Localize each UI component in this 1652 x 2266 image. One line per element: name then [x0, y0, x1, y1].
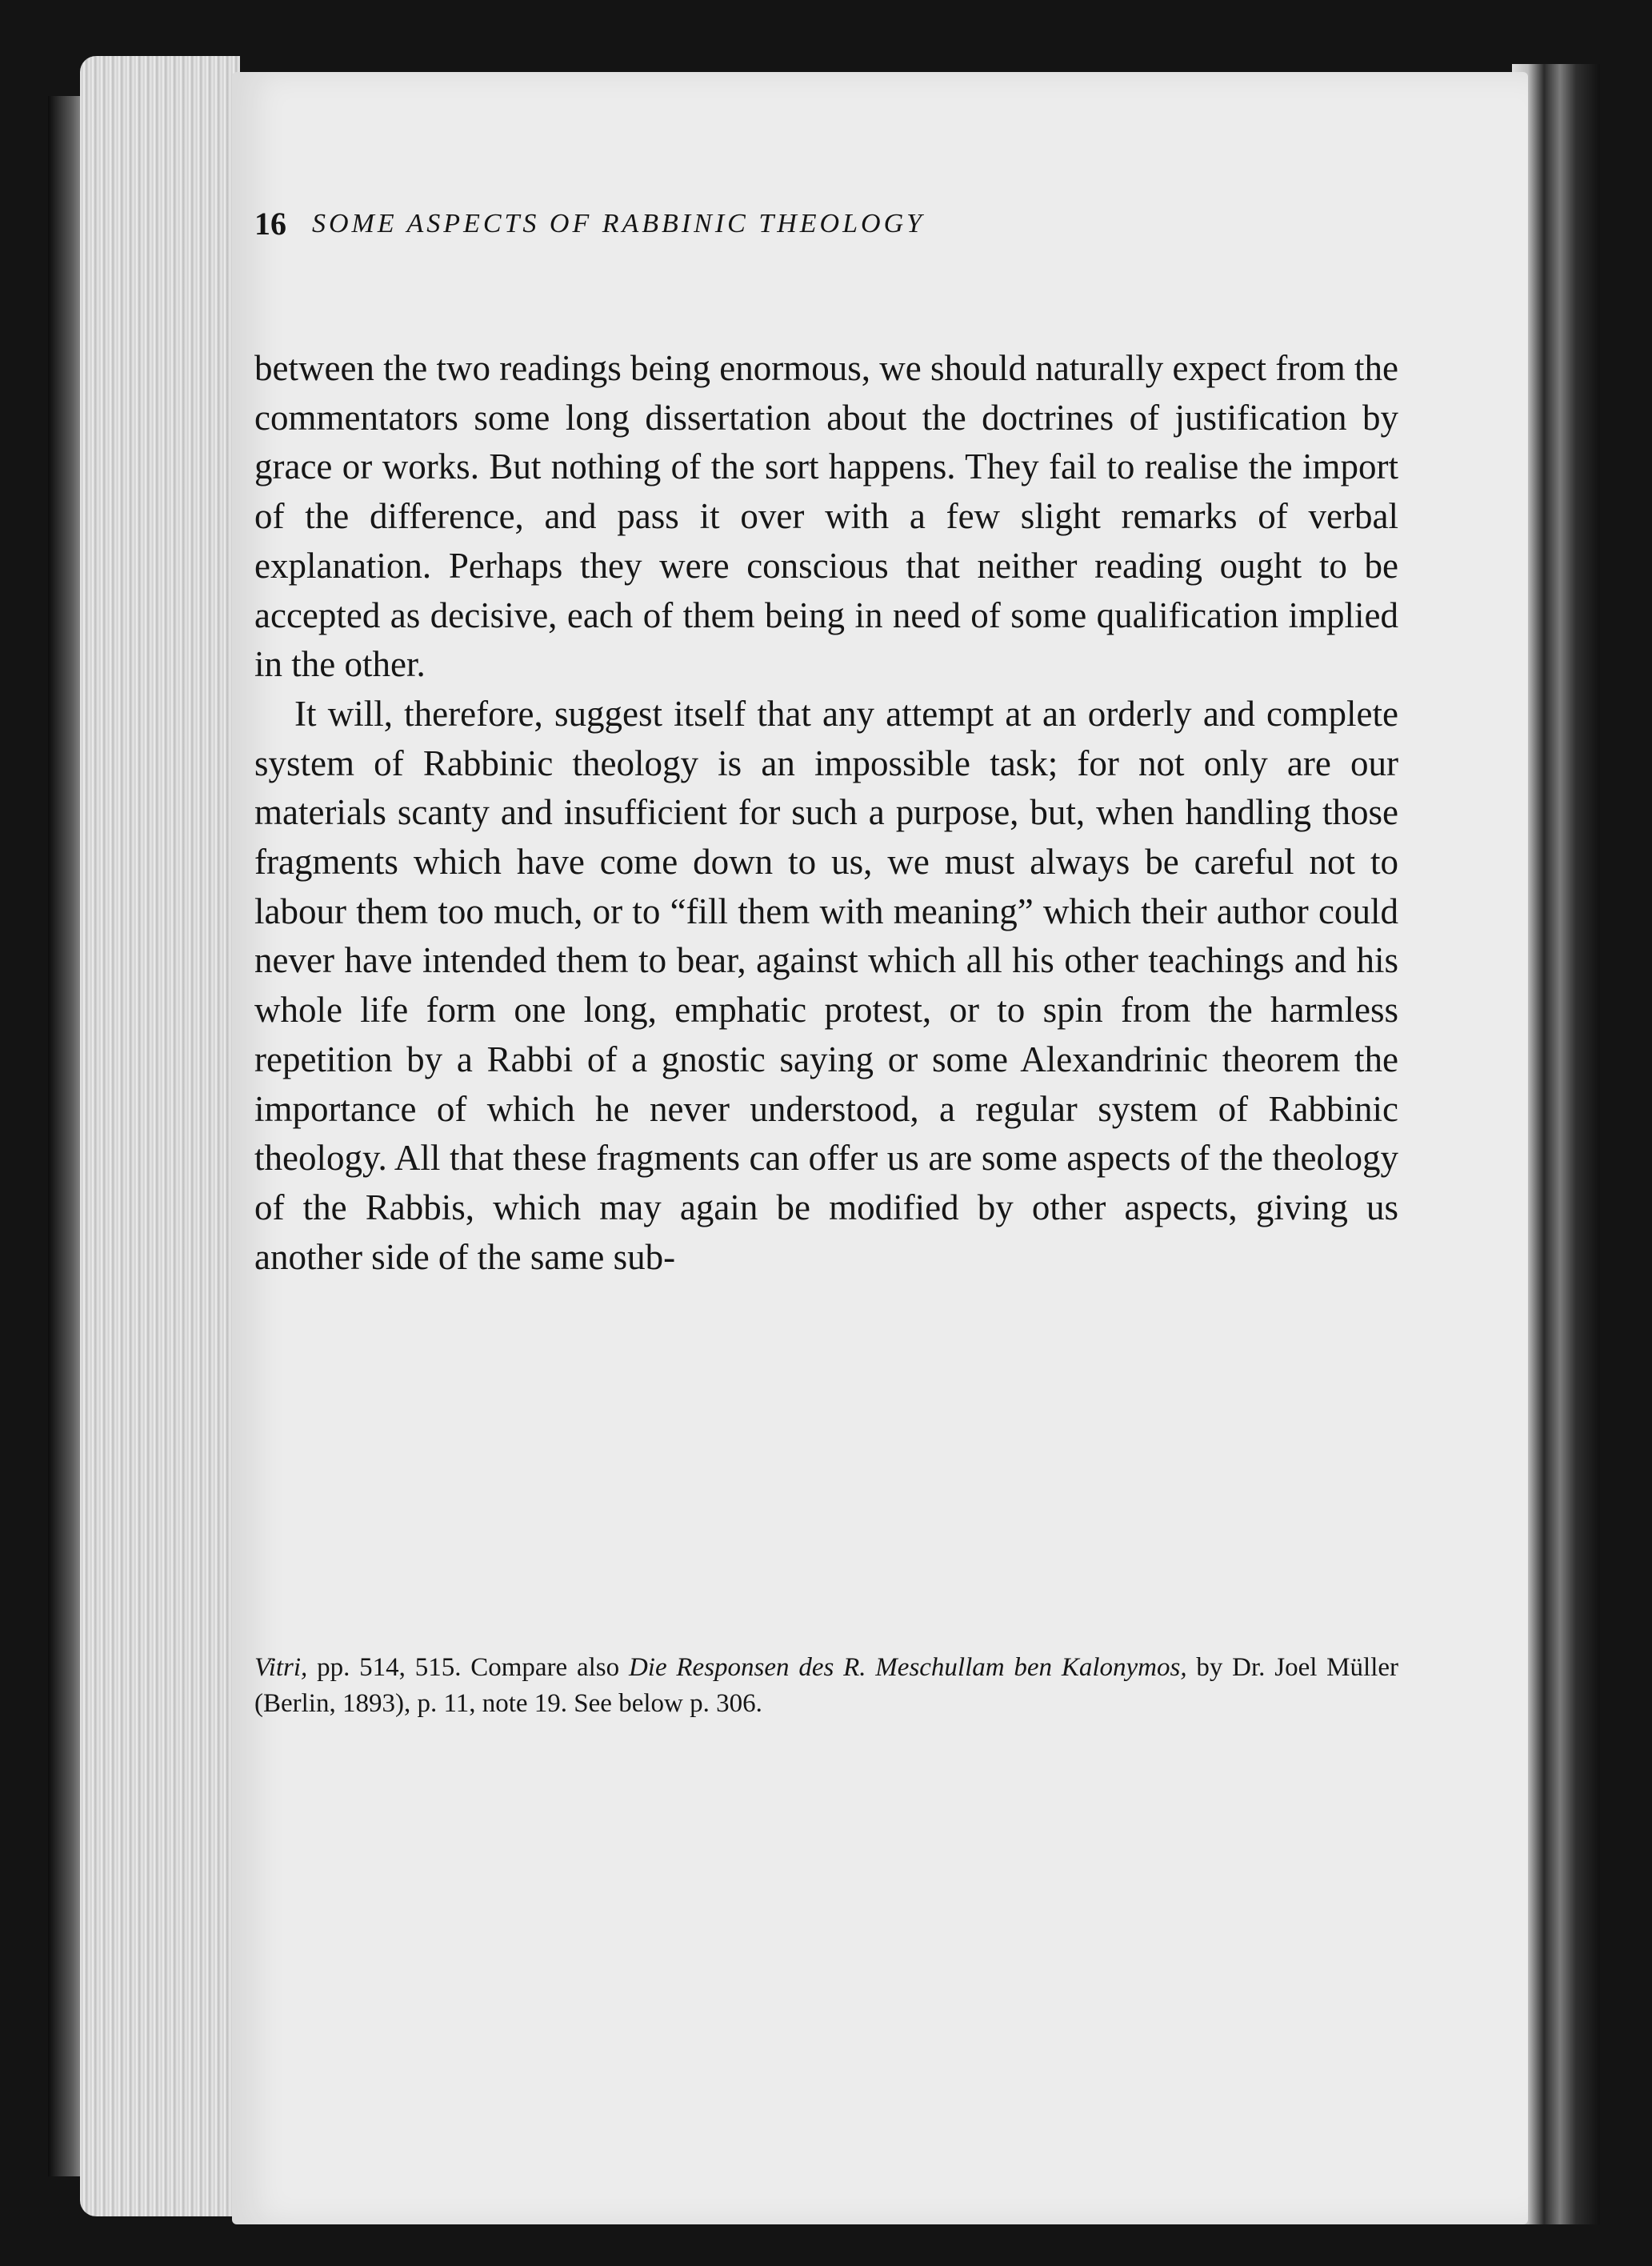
footnote-text-2: by Dr. Joel Müller (Berlin, 1893), p. 11, note 19. See below p. 306. — [254, 1653, 1398, 1718]
footnote — [254, 1650, 1398, 1722]
page-number: 16 — [254, 206, 286, 242]
footnote-italic-1: Vitri, — [254, 1653, 308, 1682]
footnote-text-1: pp. 514, 515. Compare also — [307, 1653, 629, 1682]
running-title: SOME ASPECTS OF RABBINIC THEOLOGY — [312, 209, 926, 238]
footnote-italic-2: Die Responsen des R. Meschullam ben Kalonymos, — [628, 1653, 1187, 1682]
paragraph-1: between the two readings being enormous, we should naturally expect from the commentators some long dissertation about the doctrines of justification by grace or works. But nothing of the sort happens. They fail to realise the import of the difference, and pass it over with a few slight remarks of verbal explanation. Perhaps they were conscious that neither reading ought to be accepted as decisive, each of them being in need of some qualification implied in the other. — [254, 348, 1398, 685]
running-head — [254, 192, 1318, 256]
paragraph-2: It will, therefore, suggest itself that any attempt at an orderly and complete system of Rabbinic theology is an impossible task; for not only are our materials scanty and insufficient for such a purpose, but, when handling those fragments which have come down to us, we must always be careful not to labour them too much, or to “fill them with meaning” which their author could never have intended them to bear, against which all his other teachings and his whole life form one long, emphatic protest, or to spin from the harmless repetition by a Rabbi of a gnostic saying or some Alexandrinic theorem the importance of which he never understood, a regular system of Rabbinic theology. All that these fragments can offer us are some aspects of the theology of the Rabbis, which may again be modified by other aspects, giving us another side of the same sub- — [254, 693, 1398, 1277]
body-text — [254, 344, 1398, 1282]
left-page-edges — [80, 56, 240, 2216]
